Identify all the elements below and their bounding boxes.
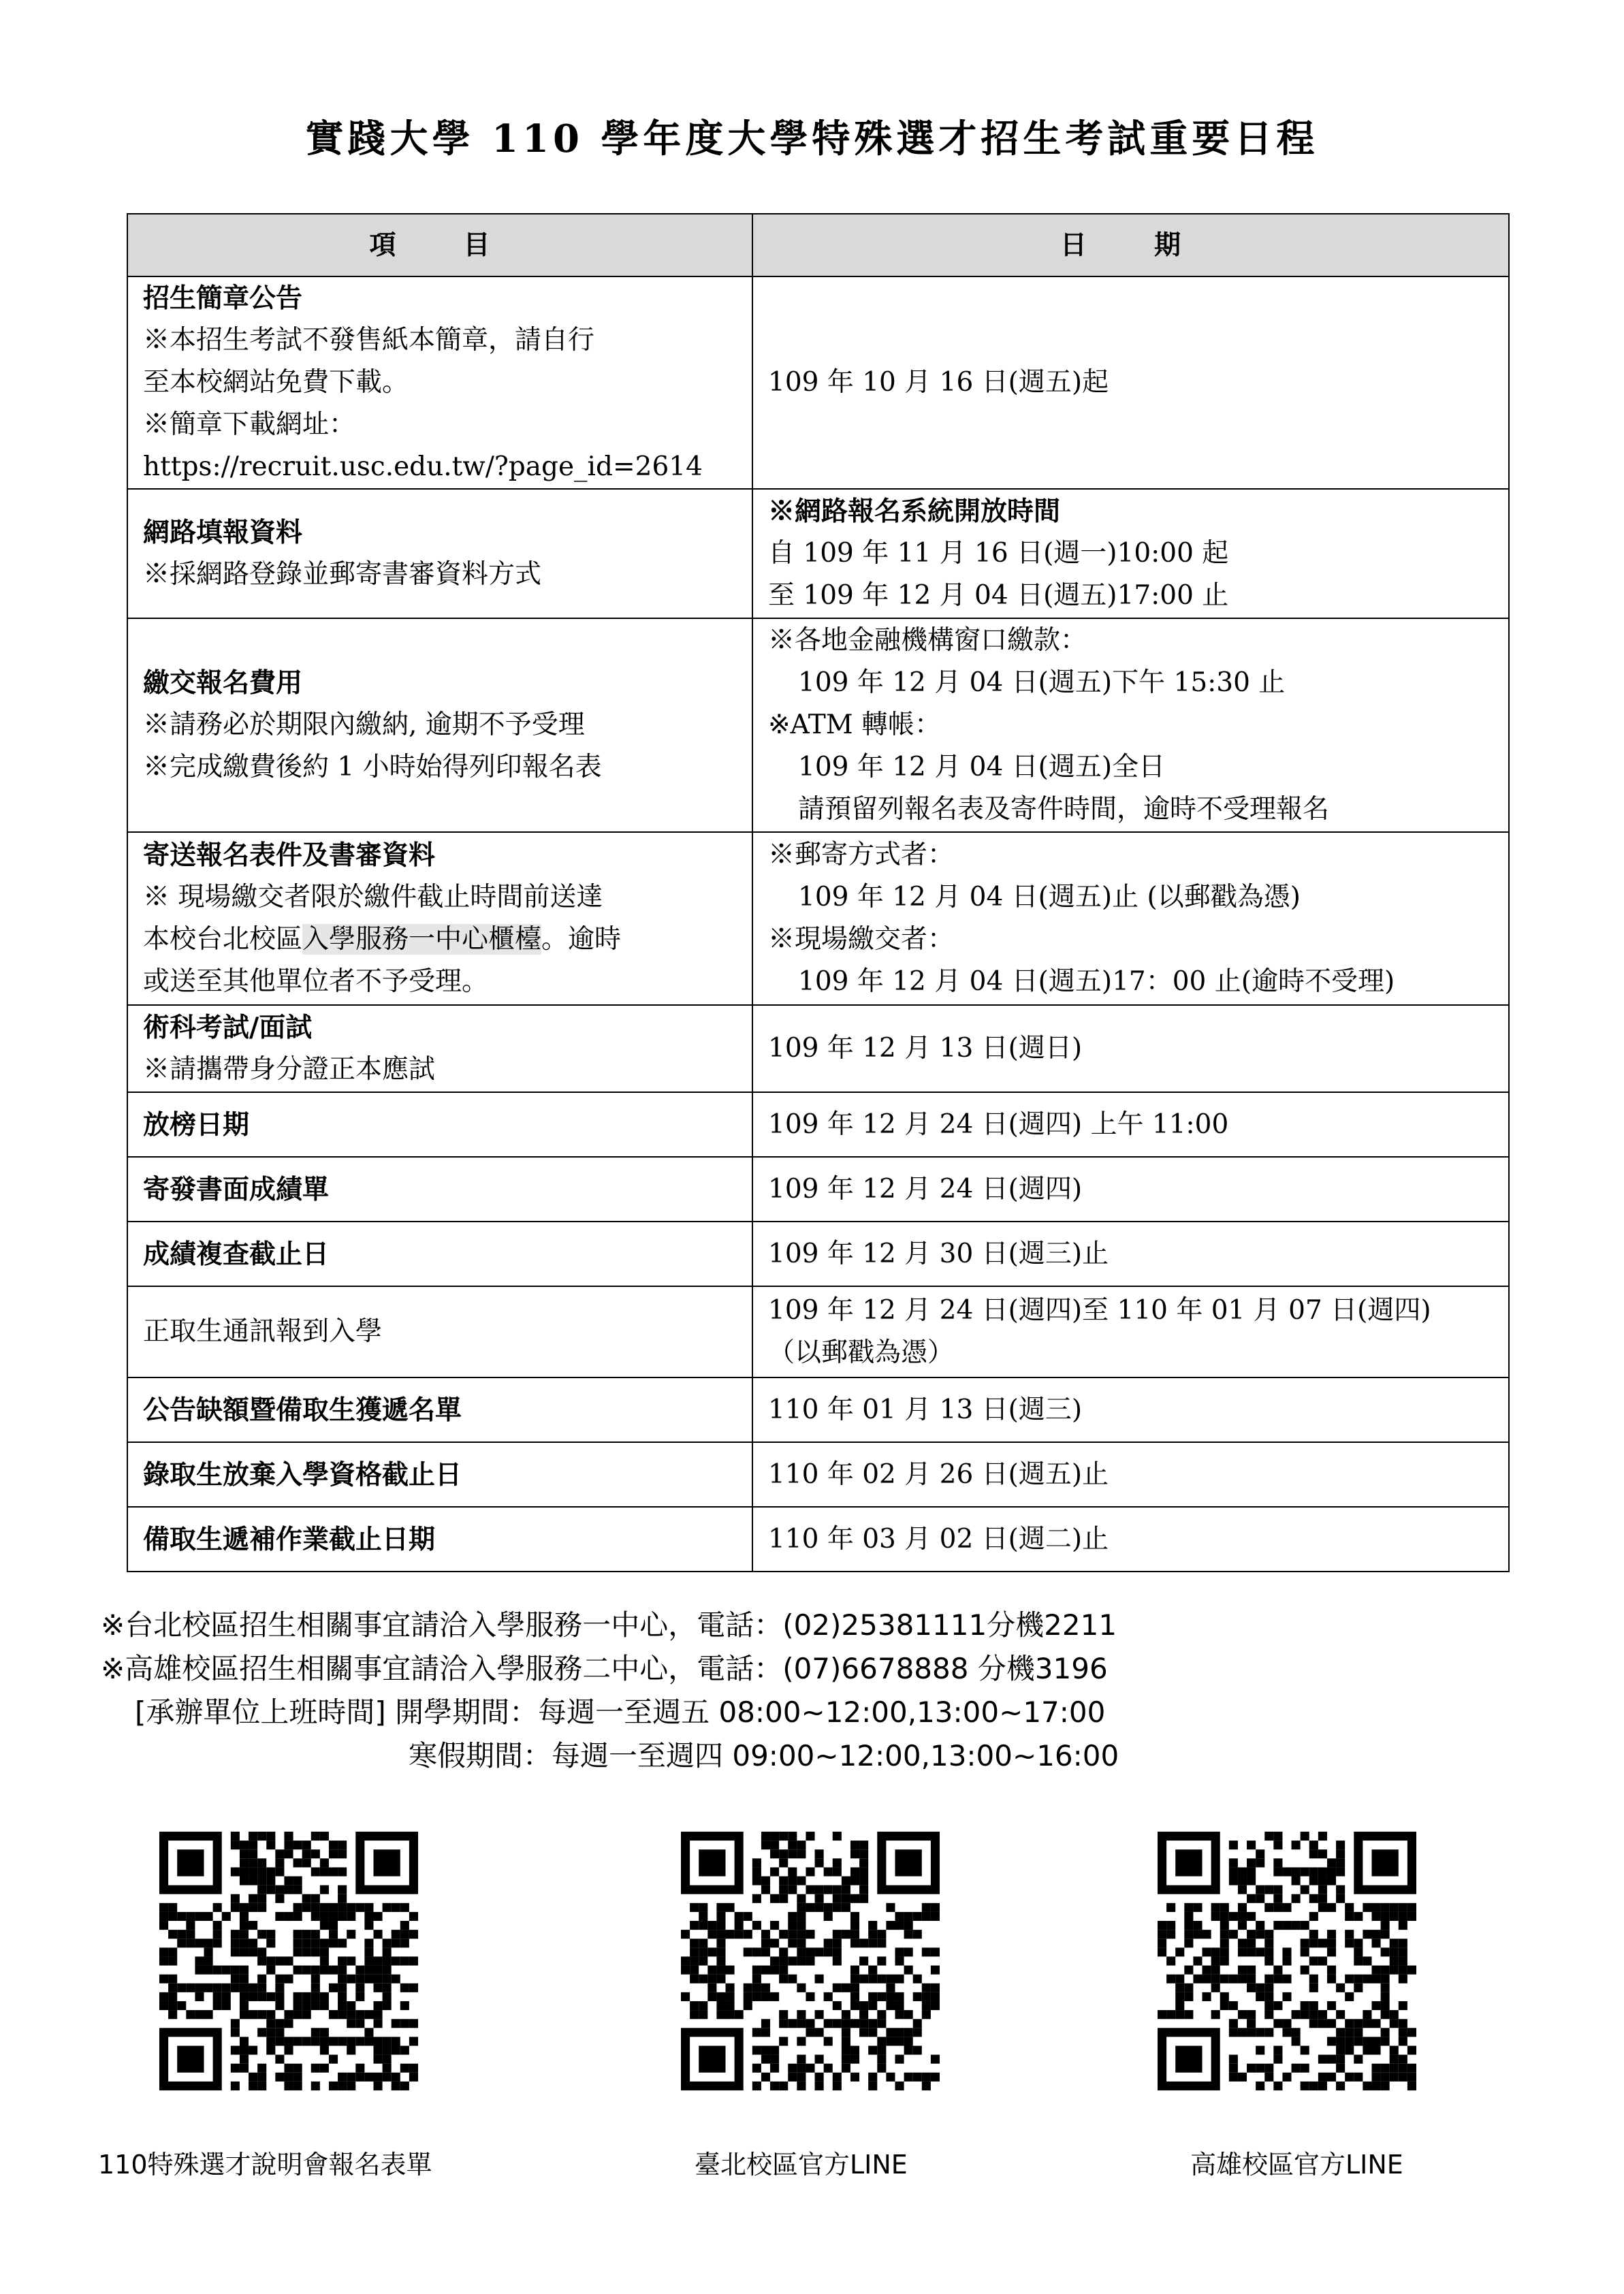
date-text: 自 109 年 11 月 16 日(週一)10:00 起 (768, 538, 1229, 569)
date-text: 109 年 12 月 24 日(週四) 上午 11:00 (768, 1109, 1229, 1140)
qr-label-taipei-line: 臺北校區官方LINE (695, 2150, 908, 2180)
date-text: 請預留列報名表及寄件時間，逾時不受理報名 (798, 794, 1330, 825)
item-title: 寄送報名表件及書審資料 (143, 840, 436, 871)
date-text: ※現場繳交者： (768, 924, 955, 955)
item-title: 招生簡章公告 (143, 283, 303, 314)
table-row (127, 618, 1509, 832)
date-cell (752, 489, 1509, 618)
table-row (127, 1005, 1509, 1092)
date-text: 110 年 01 月 13 日(週三) (768, 1394, 1083, 1425)
item-note: 至本校網站免費下載。 (143, 367, 409, 398)
item-note-part: 。逾時 (541, 924, 622, 955)
item-note-line (143, 919, 752, 961)
date-text: 110 年 03 月 02 日(週二)止 (768, 1523, 1109, 1555)
date-text: 至 109 年 12 月 04 日(週五)17:00 止 (768, 580, 1229, 611)
date-text: 109 年 12 月 30 日(週三)止 (768, 1238, 1109, 1269)
header-item: 項 目 (127, 214, 752, 276)
date-cell (752, 276, 1509, 489)
note-winter-hours: 寒假期間：每週一至週四 09:00~12:00,13:00~16:00 (409, 1739, 1119, 1772)
date-text: 109 年 10 月 16 日(週五)起 (768, 367, 1109, 398)
item-title: 繳交報名費用 (143, 667, 303, 699)
item-cell (127, 1222, 752, 1286)
item-note: ※採網路登錄並郵寄書審資料方式 (143, 559, 542, 590)
table-row (127, 1222, 1509, 1286)
item-cell (127, 618, 752, 832)
item-cell (127, 276, 752, 489)
date-text: 109 年 12 月 04 日(週五)止 (以郵戳為憑) (798, 882, 1301, 912)
item-note-part: 本校台北校區 (143, 924, 303, 955)
qr-code-icon[interactable] (1158, 1832, 1416, 2090)
item-cell (127, 832, 752, 1005)
date-text: （以郵戳為憑） (768, 1337, 955, 1368)
item-cell (127, 1157, 752, 1222)
item-title: 網路填報資料 (143, 517, 303, 548)
item-note: ※簡章下載網址： (143, 409, 356, 440)
contact-notes (101, 1604, 1119, 1778)
item-note: ※請攜帶身分證正本應試 (143, 1054, 436, 1085)
date-text: 110 年 02 月 26 日(週五)止 (768, 1459, 1109, 1490)
note-taipei-contact: ※台北校區招生相關事宜請洽入學服務一中心，電話：(02)25381111分機2211 (101, 1608, 1117, 1642)
table-row (127, 1092, 1509, 1157)
date-cell (752, 1092, 1509, 1157)
date-text: ※ATM 轉帳： (768, 710, 942, 740)
note-office-hours: [承辦單位上班時間] 開學期間：每週一至週五 08:00~12:00,13:00~17:00 (135, 1695, 1106, 1729)
date-cell (752, 1377, 1509, 1442)
schedule-table (127, 213, 1510, 1572)
note-kaohsiung-contact: ※高雄校區招生相關事宜請洽入學服務二中心，電話：(07)6678888 分機3196 (101, 1652, 1108, 1685)
item-cell (127, 1092, 752, 1157)
item-title: 錄取生放棄入學資格截止日 (143, 1459, 462, 1491)
date-text: 109 年 12 月 04 日(週五)17：00 止(逾時不受理) (798, 966, 1395, 997)
item-cell (127, 1286, 752, 1377)
item-title: 寄發書面成績單 (143, 1173, 330, 1205)
table-row (127, 1442, 1509, 1507)
date-text: 109 年 12 月 04 日(週五)下午 15:30 止 (798, 667, 1286, 698)
table-row (127, 1377, 1509, 1442)
date-cell (752, 1222, 1509, 1286)
date-text: 109 年 12 月 24 日(週四)至 110 年 01 月 07 日(週四) (768, 1295, 1431, 1326)
table-row (127, 489, 1509, 618)
table-header-row (127, 214, 1509, 276)
date-cell (752, 1157, 1509, 1222)
item-title: 備取生遞補作業截止日期 (143, 1523, 436, 1555)
item-cell (127, 1442, 752, 1507)
qr-code-icon[interactable] (681, 1832, 940, 2090)
item-cell (127, 1005, 752, 1092)
date-heading: ※網路報名系統開放時間 (768, 496, 1061, 527)
table-row (127, 1286, 1509, 1377)
date-text: ※郵寄方式者： (768, 840, 955, 870)
item-cell (127, 1377, 752, 1442)
date-text: ※各地金融機構窗口繳款： (768, 625, 1087, 656)
item-title: 公告缺額暨備取生獲遞名單 (143, 1394, 462, 1426)
item-title: 成績複查截止日 (143, 1238, 330, 1270)
date-cell (752, 1507, 1509, 1572)
item-note: ※本招生考試不發售紙本簡章，請自行 (143, 325, 595, 355)
item-title: 放榜日期 (143, 1109, 250, 1141)
brochure-url[interactable]: https://recruit.usc.edu.tw/?page_id=2614 (143, 451, 703, 482)
item-title: 正取生通訊報到入學 (143, 1316, 383, 1347)
date-text: 109 年 12 月 04 日(週五)全日 (798, 752, 1166, 782)
table-row (127, 1157, 1509, 1222)
qr-code-icon[interactable] (159, 1832, 418, 2090)
date-text: 109 年 12 月 24 日(週四) (768, 1173, 1083, 1205)
table-row (127, 832, 1509, 1005)
date-cell (752, 1286, 1509, 1377)
item-note: ※請務必於期限內繳納, 逾期不予受理 (143, 710, 585, 740)
counter-location: 入學服務一中心櫃檯 (302, 924, 542, 955)
page-title: 實踐大學 110 學年度大學特殊選才招生考試重要日程 (305, 116, 1319, 161)
qr-label-info-session: 110特殊選才說明會報名表單 (98, 2150, 432, 2180)
date-cell (752, 618, 1509, 832)
item-cell (127, 489, 752, 618)
item-title: 術科考試/面試 (143, 1012, 313, 1043)
table-row (127, 276, 1509, 489)
table-row (127, 1507, 1509, 1572)
date-cell (752, 1005, 1509, 1092)
date-text: 109 年 12 月 13 日(週日) (768, 1033, 1083, 1064)
item-cell (127, 1507, 752, 1572)
date-cell (752, 832, 1509, 1005)
date-cell (752, 1442, 1509, 1507)
item-note: ※ 現場繳交者限於繳件截止時間前送達 (143, 882, 603, 912)
item-note: 或送至其他單位者不予受理。 (143, 966, 489, 997)
item-note: ※完成繳費後約 1 小時始得列印報名表 (143, 752, 602, 782)
header-date: 日 期 (752, 214, 1509, 276)
qr-label-kaohsiung-line: 高雄校區官方LINE (1190, 2150, 1403, 2180)
